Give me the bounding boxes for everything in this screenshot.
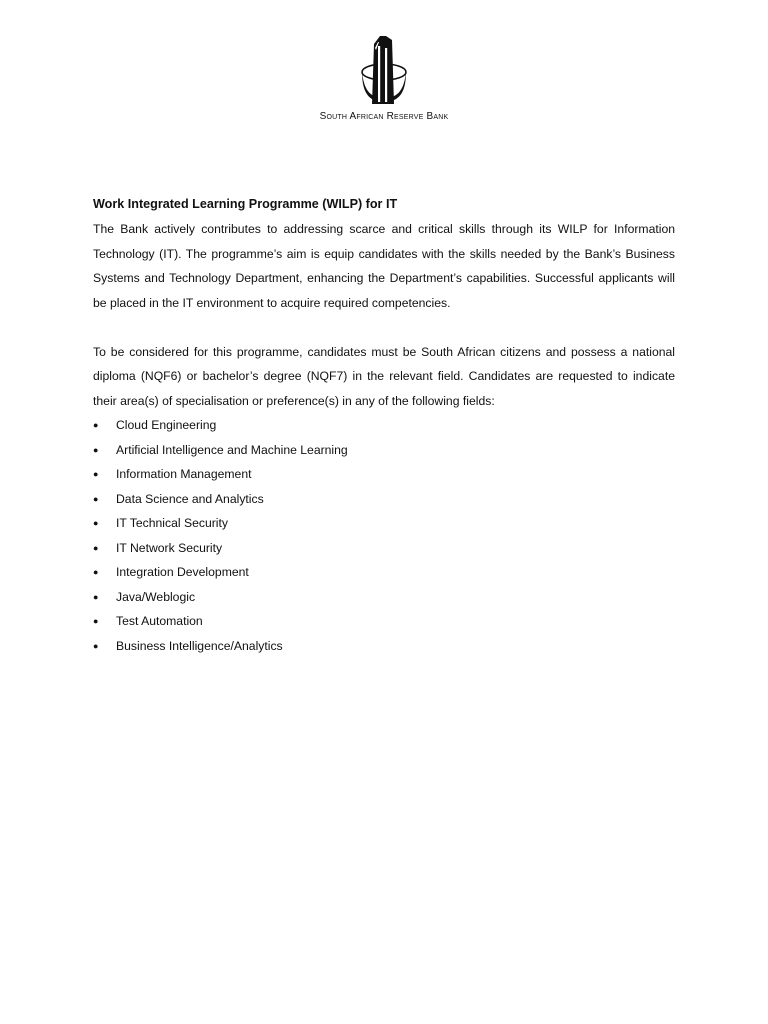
field-label: Artificial Intelligence and Machine Learning — [116, 442, 348, 457]
bullet-icon: ● — [93, 616, 99, 626]
eligibility-paragraph: To be considered for this programme, candidates must be South African citizens and possess a national diploma (NQF6) or bachelor’s degree (NQF7) in the relevant field. Candidates are requested to indicate their area(s) of specialisation or preference(s) in any of the following fields: — [93, 344, 675, 408]
bullet-icon: ● — [93, 567, 99, 577]
list-item — [93, 585, 675, 610]
bank-name: South African Reserve Bank — [319, 111, 449, 122]
field-label: Java/Weblogic — [116, 589, 196, 604]
bullet-icon: ● — [93, 542, 99, 553]
list-item — [93, 438, 675, 463]
list-item — [93, 413, 675, 438]
list-item — [93, 560, 675, 585]
intro-paragraph: The Bank actively contributes to addressing scarce and critical skills through its WILP for Information Technology (IT). The programme’s aim is equip candidates with the skills needed by the Bank’s Business Systems and Technology Department, enhancing the Department’s capabilities. Successful applicants will be placed in the IT environment to acquire required competencies. — [93, 222, 675, 310]
field-label: Information Management — [116, 467, 252, 481]
list-item — [93, 487, 675, 512]
field-label: Test Automation — [116, 614, 203, 628]
list-item — [93, 634, 675, 659]
field-label: Business Intelligence/Analytics — [116, 638, 283, 653]
bullet-icon: ● — [93, 518, 99, 528]
bullet-icon: ● — [93, 444, 99, 455]
bullet-icon: ● — [93, 469, 99, 479]
field-label: Cloud Engineering — [116, 418, 217, 432]
list-item — [93, 536, 675, 561]
document-heading: Work Integrated Learning Programme (WILP) for IT — [93, 197, 398, 211]
sarb-logo-icon — [352, 32, 416, 108]
bullet-icon: ● — [93, 493, 99, 504]
field-label: IT Technical Security — [116, 516, 228, 530]
fields-list — [93, 413, 675, 658]
field-label: Integration Development — [116, 565, 249, 579]
list-item — [93, 462, 675, 487]
list-item — [93, 609, 675, 634]
field-label: IT Network Security — [116, 540, 223, 555]
bullet-icon: ● — [93, 420, 99, 430]
list-item — [93, 511, 675, 536]
bullet-icon: ● — [93, 640, 99, 651]
field-label: Data Science and Analytics — [116, 491, 264, 506]
bullet-icon: ● — [93, 591, 99, 602]
document-body — [93, 194, 675, 658]
